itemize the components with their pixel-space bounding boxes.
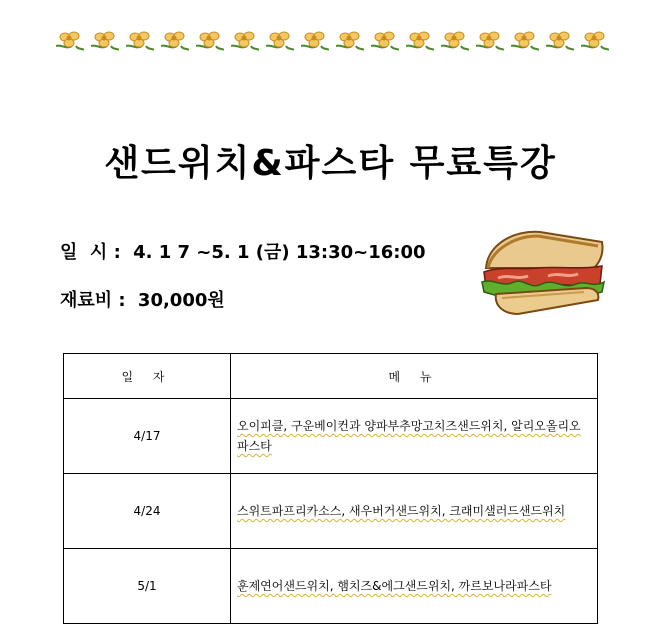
flower-icon [161, 26, 189, 54]
flower-icon [266, 26, 294, 54]
table-header-row [64, 354, 598, 399]
fee-line [60, 286, 225, 312]
flower-icon [56, 26, 84, 54]
menu-table [63, 353, 598, 624]
row-menu [231, 474, 598, 549]
flower-icon [511, 26, 539, 54]
row-date: 4/24 [64, 474, 231, 549]
schedule-value: 4. 1 7 ~5. 1 (금) 13:30~16:00 [133, 242, 426, 263]
menu-column-header: 메 뉴 [231, 354, 598, 399]
flower-icon [546, 26, 574, 54]
flower-icon [476, 26, 504, 54]
row-menu-text: 오이피클, 구운베이컨과 양파부추망고치즈샌드위치, 알리오올리오파스타 [237, 419, 581, 453]
page-title: 샌드위치&파스타 무료특강 [104, 143, 557, 184]
schedule-line [60, 238, 426, 264]
flower-icon [441, 26, 469, 54]
row-menu-text: 훈제연어샌드위치, 햄치즈&에그샌드위치, 까르보나라파스타 [237, 579, 552, 593]
row-menu [231, 399, 598, 474]
flower-icon [581, 26, 609, 54]
flower-icon [406, 26, 434, 54]
row-menu [231, 549, 598, 624]
table-row [64, 549, 598, 624]
row-menu-text: 스위트파프리카소스, 새우버거샌드위치, 크래미샐러드샌드위치 [237, 504, 566, 518]
flower-icon [371, 26, 399, 54]
row-date: 4/17 [64, 399, 231, 474]
fee-value: 30,000원 [137, 290, 225, 311]
flower-icon [196, 26, 224, 54]
flower-icon [301, 26, 329, 54]
date-column-header: 일 자 [64, 354, 231, 399]
flower-border [56, 26, 616, 60]
flower-icon [336, 26, 364, 54]
table-row [64, 474, 598, 549]
flower-icon [231, 26, 259, 54]
sandwich-image [478, 222, 608, 318]
table-row [64, 399, 598, 474]
fee-label: 재료비 : [60, 290, 126, 311]
schedule-label: 일 시 : [60, 242, 121, 263]
flower-icon [91, 26, 119, 54]
flower-icon [126, 26, 154, 54]
row-date: 5/1 [64, 549, 231, 624]
